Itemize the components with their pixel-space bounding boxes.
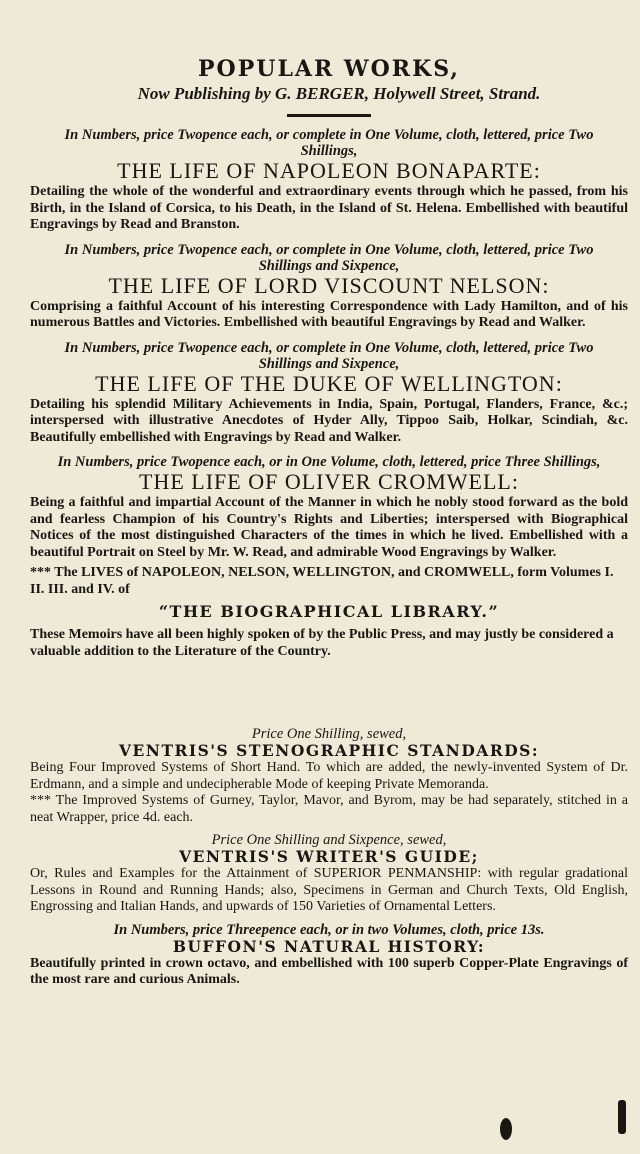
memoirs-note: These Memoirs have all been highly spoken of by the Public Press, and may justly be considered a valuable addition to the Literature of the Country. [30, 627, 614, 659]
work-price: In Numbers, price Twopence each, or complete in One Volume, cloth, lettered, price Two Shillings, [64, 127, 594, 159]
ink-blot [500, 1118, 512, 1140]
work-title: THE LIFE OF NAPOLEON BONAPARTE: [117, 158, 541, 183]
divider-rule [287, 114, 371, 117]
work-description: Comprising a faithful Account of his interesting Correspondence with Lady Hamilton, and of his numerous Battles and Victories. Embellished with beautiful Engravings by Read and Walker. [30, 298, 628, 330]
library-title: “THE BIOGRAPHICAL LIBRARY.” [158, 602, 500, 621]
masthead-subtitle: Now Publishing by G. BERGER, Holywell Street, Strand. [137, 84, 541, 103]
work-stenographic-standards [30, 726, 628, 826]
work-natural-history [30, 922, 628, 989]
work-title: THE LIFE OF LORD VISCOUNT NELSON: [108, 272, 550, 298]
work-extra-note: *** The Improved Systems of Gurney, Taylor, Mavor, and Byrom, may be had separately, stitched in a neat Wrapper, price 4d. each. [30, 793, 628, 825]
section-gap [30, 660, 628, 726]
masthead-title: POPULAR WORKS, [198, 56, 460, 82]
work-description: Or, Rules and Examples for the Attainment of SUPERIOR PENMANSHIP: with regular gradational Lessons in Round and Running Hands; also, Specimens in German and Church Texts, Old English, Engrossing and Italian Hands, and upwards of 150 Varieties of Ornamental Letters. [30, 866, 628, 914]
ink-blot [618, 1100, 626, 1134]
work-description: Being a faithful and impartial Account of the Manner in which he nobly stood forward as the bold and fearless Champion of his Country's Rights and Liberties; interspersed with Biographical Notices of the most distinguished Characters of the times in which he lived. Embellished with a beautiful Portrait on Steel by Mr. W. Read, and admirable Wood Engravings by Walker. [30, 495, 628, 560]
work-price: In Numbers, price Twopence each, or complete in One Volume, cloth, lettered, price Two Shillings and Sixpence, [64, 241, 594, 274]
work-title: BUFFON'S NATURAL HISTORY: [172, 936, 486, 956]
work-title: VENTRIS'S WRITER'S GUIDE; [179, 847, 479, 866]
work-price: Price One Shilling and Sixpence, sewed, [211, 832, 447, 848]
work-title: VENTRIS'S STENOGRAPHIC STANDARDS: [118, 741, 540, 760]
work-nelson [30, 242, 628, 332]
work-writers-guide [30, 832, 628, 916]
work-title: THE LIFE OF THE DUKE OF WELLINGTON: [95, 370, 563, 396]
work-description: Detailing the whole of the wonderful and extraordinary events through which he passed, from his Birth, in the Island of Corsica, to his Death, in the Island of St. Helena. Embellished with beautiful Engravings by Read and Branston. [30, 184, 628, 232]
work-title: THE LIFE OF OLIVER CROMWELL: [139, 469, 519, 494]
work-napoleon [30, 127, 628, 234]
work-price: In Numbers, price Threepence each, or in two Volumes, cloth, price 13s. [113, 921, 545, 938]
work-cromwell [30, 454, 628, 561]
work-price: In Numbers, price Twopence each, or in One Volume, cloth, lettered, price Three Shillings, [57, 454, 601, 470]
work-description: Detailing his splendid Military Achievements in India, Spain, Portugal, Flanders, France, &c.; interspersed with illustrative Anecdotes of Hyder Ally, Tippoo Saib, Holkar, Scindiah, &c. Beautifully embellished with Engravings by Read and Walker. [30, 396, 628, 445]
work-price: In Numbers, price Twopence each, or complete in One Volume, cloth, lettered, price Two Shillings and Sixpence, [64, 339, 594, 372]
work-price: Price One Shilling, sewed, [251, 726, 407, 742]
work-wellington [30, 340, 628, 447]
work-description: Being Four Improved Systems of Short Hand. To which are added, the newly-invented System of Dr. Erdmann, and a simple and undecipherable Mode of keeping Private Memoranda. [30, 760, 628, 792]
library-note: *** The LIVES of NAPOLEON, NELSON, WELLINGTON, and CROMWELL, form Volumes I. II. III. and IV. of [30, 565, 614, 597]
work-description: Beautifully printed in crown octavo, and embellished with 100 superb Copper-Plate Engravings of the most rare and curious Animals. [30, 955, 628, 987]
